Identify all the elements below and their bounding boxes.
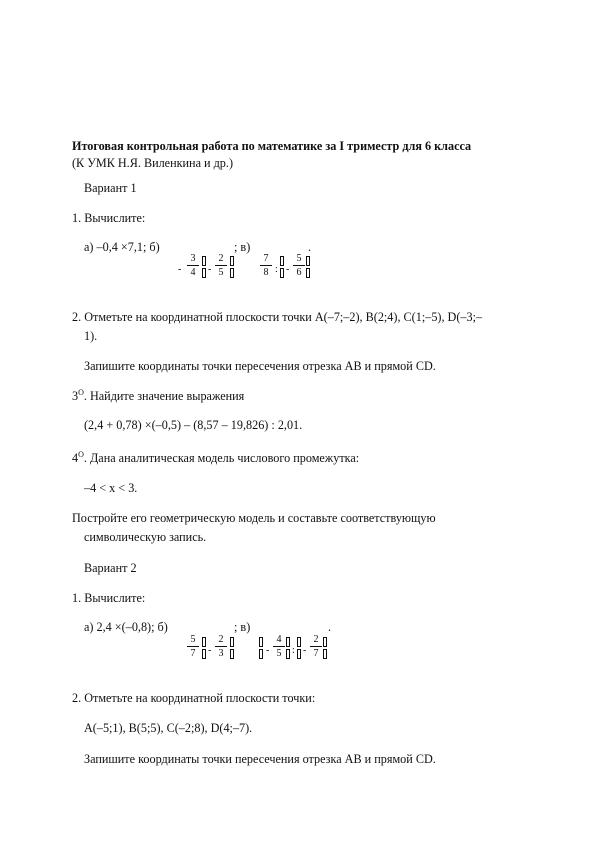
v2c-numerator-1: 4	[276, 634, 282, 645]
v2c-operator-3: -	[303, 645, 307, 656]
bracket-box-icon	[202, 649, 206, 659]
fraction-bar	[273, 646, 285, 647]
v2-task1-line: а) 2,4 ×(–0,8); б)	[84, 620, 168, 634]
fraction-bar	[293, 265, 305, 266]
v2c-fraction-2	[309, 634, 323, 659]
bracket-box-icon	[259, 637, 263, 647]
v1b-numerator-1: 3	[190, 253, 196, 264]
v1c-fraction-2	[292, 253, 306, 278]
v1-task3-text: . Найдите значение выражения	[83, 389, 245, 404]
bracket-box-icon	[280, 268, 284, 278]
v1c-operator-1: :	[275, 264, 278, 275]
variant-2-label: Вариант 2	[84, 561, 137, 575]
v2b-numerator-1: 5	[190, 634, 196, 645]
v1-task2-line1: 2. Отметьте на координатной плоскости точки A(–7;–2), B(2;4), C(1;–5), D(–3;–	[72, 310, 483, 324]
v2c-denominator-2: 7	[313, 648, 319, 659]
v1-task3-superscript: О	[78, 388, 84, 397]
v2c-operator-2: :	[292, 645, 295, 656]
document-title: Итоговая контрольная работа по математике за I триместр для 6 класса	[72, 139, 472, 153]
v1-task2-line3: Запишите координаты точки пересечения отрезка AB и прямой CD.	[84, 359, 436, 373]
bracket-box-icon	[230, 268, 234, 278]
fraction-bar	[260, 265, 272, 266]
bracket-box-icon	[306, 268, 310, 278]
v2b-numerator-2: 2	[218, 634, 224, 645]
bracket-box-icon	[202, 637, 206, 647]
v1-task4-line1: Постройте его геометрическую модель и составьте соответствующую	[72, 511, 436, 525]
bracket-box-icon	[297, 649, 301, 659]
v1b-fraction-2	[214, 253, 228, 278]
v2-task1-separator: ; в)	[234, 620, 251, 634]
v2b-fraction-1	[186, 634, 200, 659]
v1-task3	[72, 388, 244, 404]
fraction-bar	[310, 646, 322, 647]
bracket-box-icon	[230, 637, 234, 647]
v1-task1-separator: ; в)	[234, 240, 251, 254]
v1b-denominator-1: 4	[190, 267, 196, 278]
v1c-fraction-1	[259, 253, 273, 278]
v1-task2-line2: 1).	[84, 329, 98, 343]
v2b-denominator-1: 7	[190, 648, 196, 659]
v1b-minus: -	[178, 264, 182, 275]
v1-task3-expression: (2,4 + 0,78) ×(–0,5) – (8,57 – 19,826) : 2,01.	[84, 418, 303, 432]
document-subtitle: (К УМК Н.Я. Виленкина и др.)	[72, 156, 234, 170]
fraction-bar	[187, 646, 199, 647]
v1-task1-line: а) –0,4 ×7,1; б)	[84, 240, 160, 254]
v1-task3-number: 3	[72, 389, 79, 404]
v1b-numerator-2: 2	[218, 253, 224, 264]
v2-task1-heading: 1. Вычислите:	[72, 591, 146, 605]
bracket-box-icon	[230, 649, 234, 659]
fraction-bar	[215, 646, 227, 647]
bracket-box-icon	[323, 637, 327, 647]
bracket-box-icon	[297, 637, 301, 647]
bracket-box-icon	[259, 649, 263, 659]
fraction-bar	[187, 265, 199, 266]
fraction-bar	[215, 265, 227, 266]
bracket-box-icon	[306, 256, 310, 266]
bracket-box-icon	[202, 268, 206, 278]
v2-task2-line1: 2. Отметьте на координатной плоскости точки:	[72, 691, 316, 705]
v1c-denominator-1: 8	[263, 267, 269, 278]
bracket-box-icon	[202, 256, 206, 266]
v2c-fraction-1	[272, 634, 286, 659]
variant-1-label: Вариант 1	[84, 181, 137, 195]
bracket-box-icon	[286, 637, 290, 647]
bracket-box-icon	[323, 649, 327, 659]
v1-task4-expression: –4 < x < 3.	[84, 481, 138, 495]
v1-task4	[72, 450, 359, 466]
v1b-fraction-1	[186, 253, 200, 278]
v1-task4-line2: символическую запись.	[84, 530, 207, 544]
v2c-numerator-2: 2	[313, 634, 319, 645]
bracket-box-icon	[286, 649, 290, 659]
v2b-denominator-2: 3	[218, 648, 224, 659]
v2c-denominator-1: 5	[276, 648, 282, 659]
v1-task1-heading: 1. Вычислите:	[72, 211, 146, 225]
v1c-denominator-2: 6	[296, 267, 302, 278]
v1-task4-text: . Дана аналитическая модель числового промежутка:	[83, 451, 360, 466]
v2-task2-points: A(–5;1), B(5;5), C(–2;8), D(4;–7).	[84, 721, 253, 735]
bracket-box-icon	[230, 256, 234, 266]
v2c-operator-1: -	[266, 645, 270, 656]
v2-task1-end: .	[328, 620, 332, 634]
bracket-box-icon	[280, 256, 284, 266]
v1-task1-end: .	[308, 240, 312, 254]
v2-task2-line3: Запишите координаты точки пересечения отрезка AB и прямой CD.	[84, 752, 436, 766]
v2b-operator: -	[208, 645, 212, 656]
v1c-numerator-1: 7	[263, 253, 269, 264]
v1-task4-number: 4	[72, 451, 79, 466]
v1b-operator: -	[208, 264, 212, 275]
v1c-numerator-2: 5	[296, 253, 302, 264]
v1c-operator-2: -	[286, 264, 290, 275]
v2b-fraction-2	[214, 634, 228, 659]
v1-task4-superscript: О	[78, 450, 84, 459]
v1b-denominator-2: 5	[218, 267, 224, 278]
